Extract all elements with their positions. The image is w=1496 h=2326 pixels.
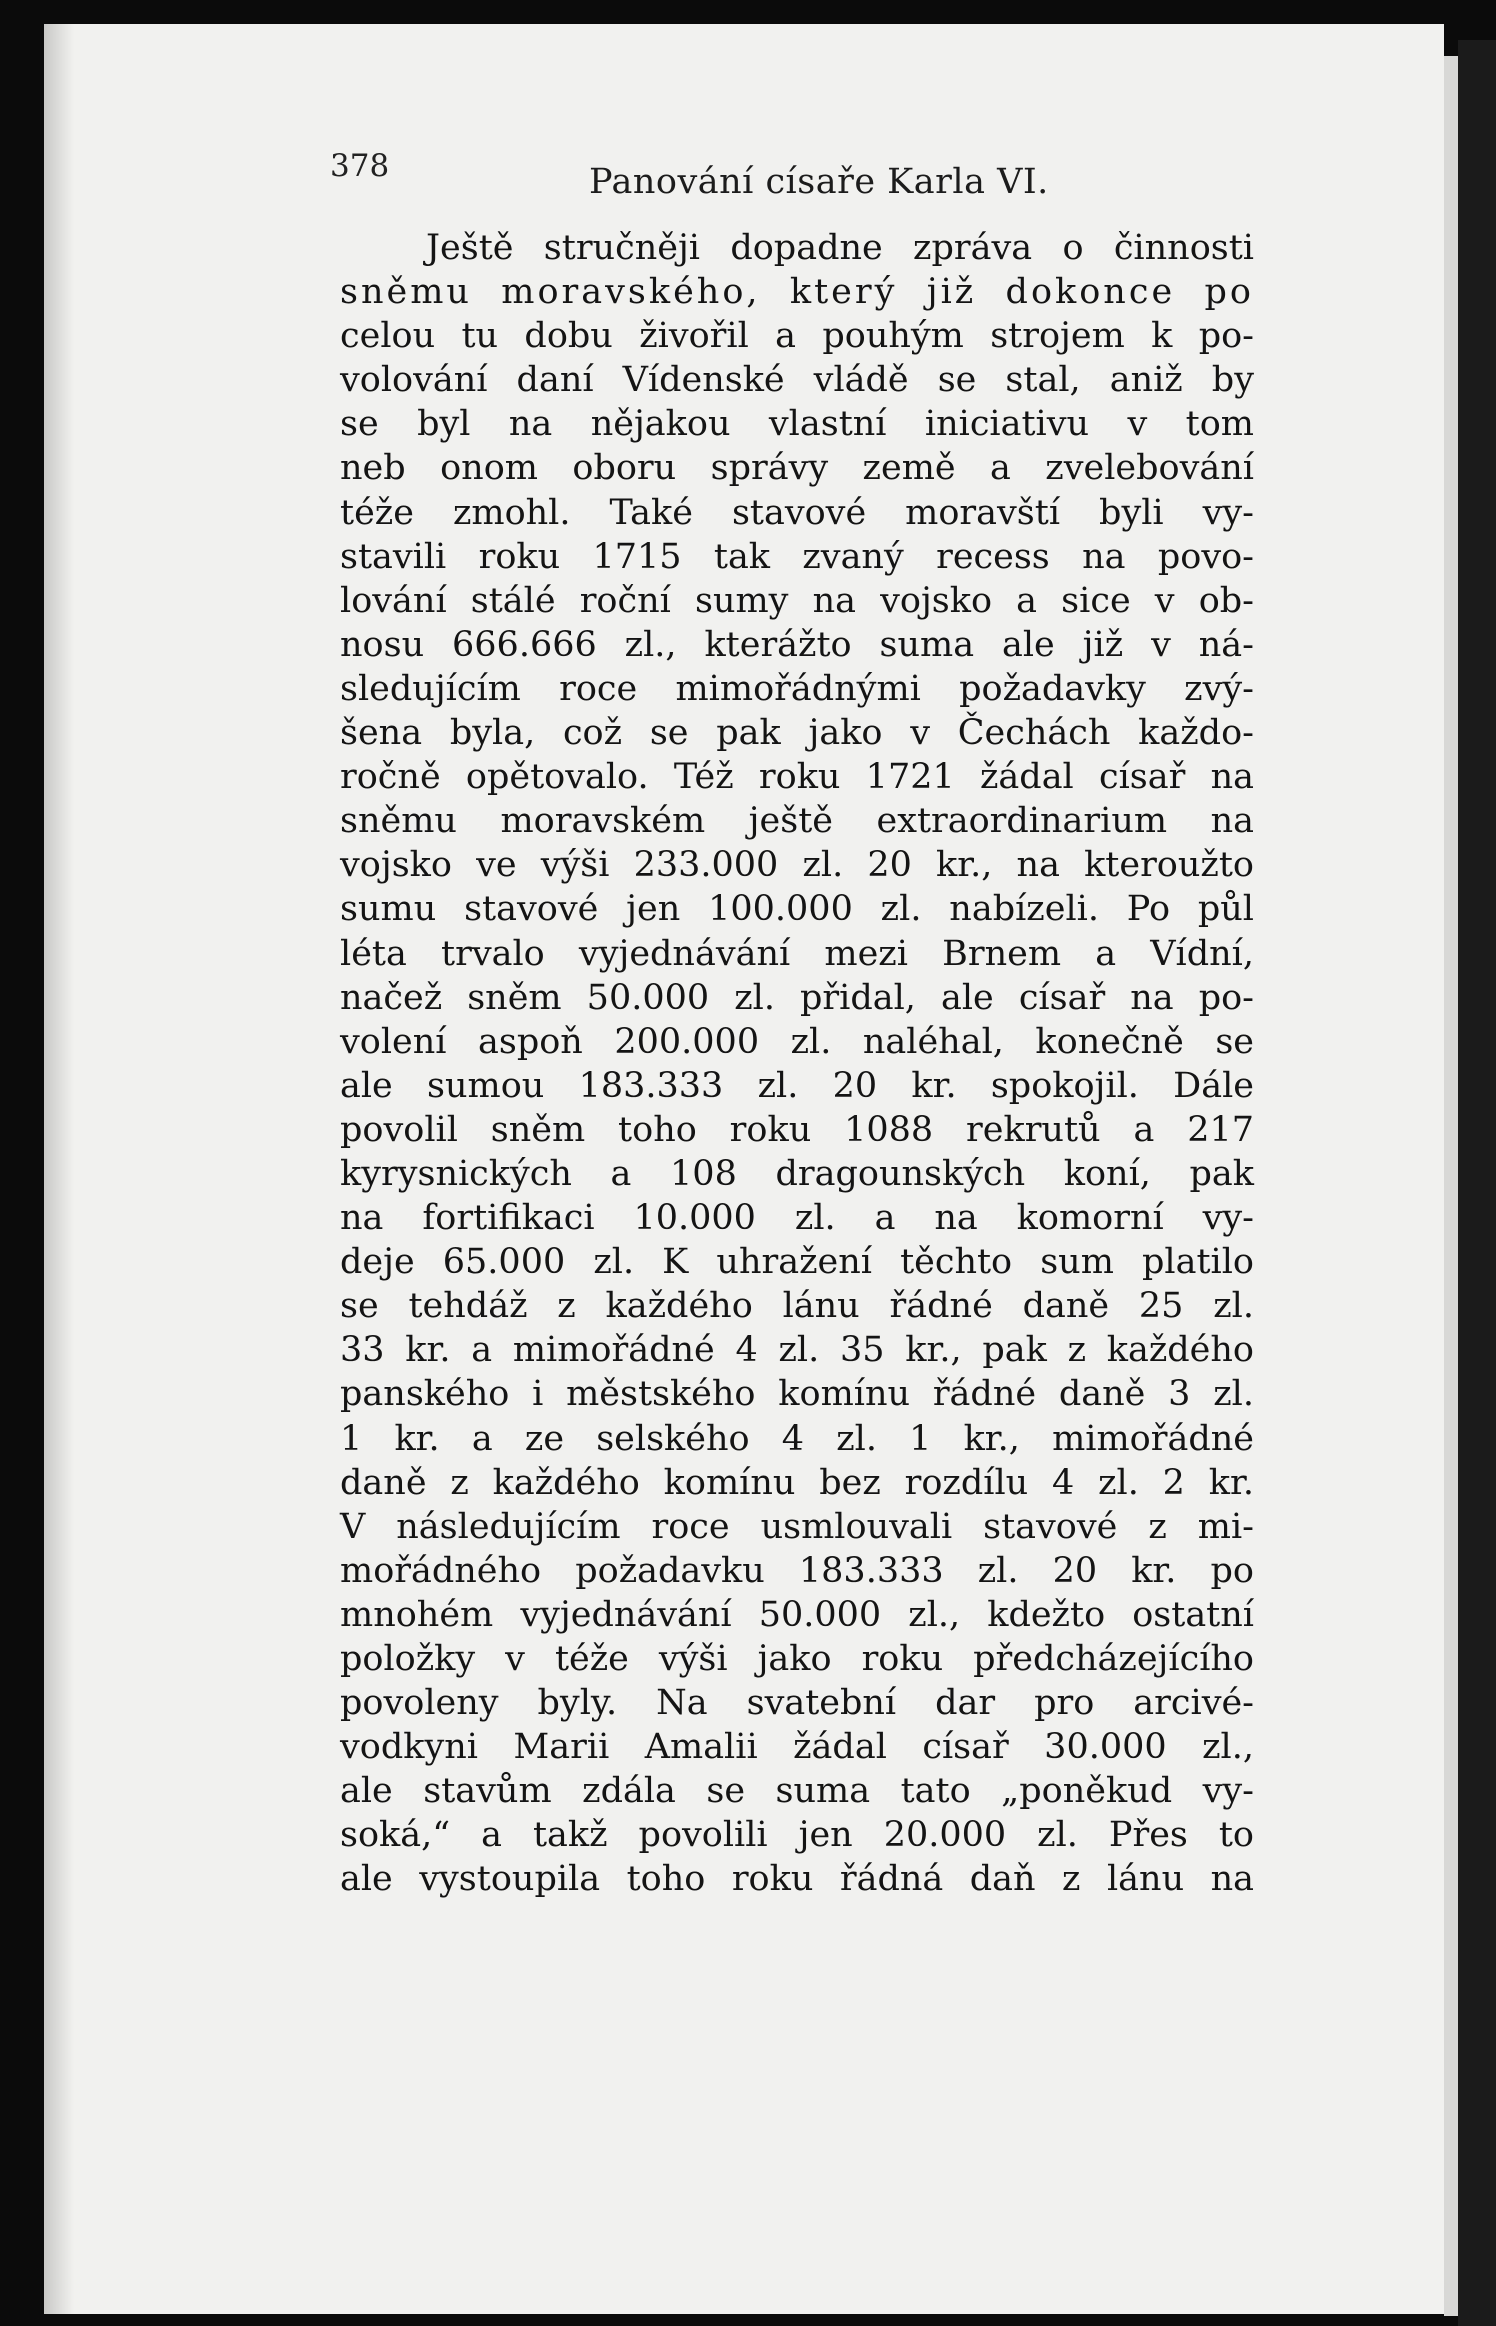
text-line: sledujícím roce mimořádnými požadavky zvý- xyxy=(340,668,1254,709)
page-header xyxy=(330,148,1070,212)
text-line: povolil sněm toho roku 1088 rekrutů a 217 xyxy=(340,1109,1254,1150)
page-edge-shadow xyxy=(44,24,74,2314)
text-line: šena byla, což se pak jako v Čechách každo- xyxy=(340,713,1254,754)
text-line: daně z každého komínu bez rozdílu 4 zl. 2 kr. xyxy=(340,1462,1254,1503)
text-line: se tehdáž z každého lánu řádné daně 25 zl. xyxy=(340,1286,1254,1327)
text-line: téže zmohl. Také stavové moravští byli vy- xyxy=(340,492,1254,533)
text-line: položky v téže výši jako roku předcházejícího xyxy=(340,1639,1254,1679)
page-right-edge xyxy=(1444,56,1458,2316)
text-line: na fortifikaci 10.000 zl. a na komorní vy- xyxy=(340,1198,1254,1239)
text-line: volování daní Vídenské vládě se stal, aniž by xyxy=(340,360,1254,401)
text-line: nosu 666.666 zl., kterážto suma ale již v ná- xyxy=(340,624,1254,665)
body-text xyxy=(340,226,1254,1902)
text-line: celou tu dobu živořil a pouhým strojem k po- xyxy=(340,316,1254,357)
text-line: panského i městského komínu řádné daně 3 zl. xyxy=(340,1374,1254,1415)
text-line: ročně opětovalo. Též roku 1721 žádal císař na xyxy=(340,757,1254,798)
text-line: volení aspoň 200.000 zl. naléhal, konečně se xyxy=(340,1021,1254,1062)
text-line: V následujícím roce usmlouvali stavové z mi- xyxy=(340,1506,1254,1547)
text-line: se byl na nějakou vlastní iniciativu v tom xyxy=(340,404,1254,445)
text-line: ale vystoupila toho roku řádná daň z lánu na xyxy=(340,1859,1254,1900)
text-line: deje 65.000 zl. K uhražení těchto sum platilo xyxy=(340,1242,1254,1283)
text-line: vojsko ve výši 233.000 zl. 20 kr., na kteroužto xyxy=(340,845,1254,886)
text-line: stavili roku 1715 tak zvaný recess na povo- xyxy=(340,536,1254,577)
text-line: ale sumou 183.333 zl. 20 kr. spokojil. Dále xyxy=(340,1065,1254,1106)
text-line: povoleny byly. Na svatební dar pro arcivé- xyxy=(340,1683,1254,1724)
text-line: mořádného požadavku 183.333 zl. 20 kr. po xyxy=(340,1550,1254,1591)
text-line: načež sněm 50.000 zl. přidal, ale císař na po- xyxy=(340,977,1254,1018)
text-line: neb onom oboru správy země a zvelebování xyxy=(340,448,1254,489)
running-head: Panování císaře Karla VI. xyxy=(589,162,1049,202)
text-line: 33 kr. a mimořádné 4 zl. 35 kr., pak z každého xyxy=(340,1330,1254,1371)
text-line: Ještě stručněji dopadne zpráva o činnosti xyxy=(426,228,1254,268)
text-line: sněmu moravského, který již dokonce po xyxy=(340,272,1254,313)
text-line: vodkyni Marii Amalii žádal císař 30.000 zl., xyxy=(340,1727,1254,1768)
text-line: mnohém vyjednávání 50.000 zl., kdežto ostatní xyxy=(340,1594,1254,1635)
text-line: ale stavům zdála se suma tato „poněkud vy- xyxy=(340,1771,1254,1812)
binding-shadow xyxy=(1458,40,1496,2326)
page-number: 378 xyxy=(330,148,390,184)
text-line: sumu stavové jen 100.000 zl. nabízeli. Po půl xyxy=(340,889,1254,930)
text-line: soká,“ a takž povolili jen 20.000 zl. Přes to xyxy=(340,1815,1254,1856)
text-line: kyrysnických a 108 dragounských koní, pak xyxy=(340,1153,1254,1194)
text-line: sněmu moravském ještě extraordinarium na xyxy=(340,801,1254,842)
text-line: 1 kr. a ze selského 4 zl. 1 kr., mimořádné xyxy=(340,1418,1254,1459)
text-line: lování stálé roční sumy na vojsko a sice v ob- xyxy=(340,580,1254,621)
text-line: léta trvalo vyjednávání mezi Brnem a Vídní, xyxy=(340,933,1254,974)
